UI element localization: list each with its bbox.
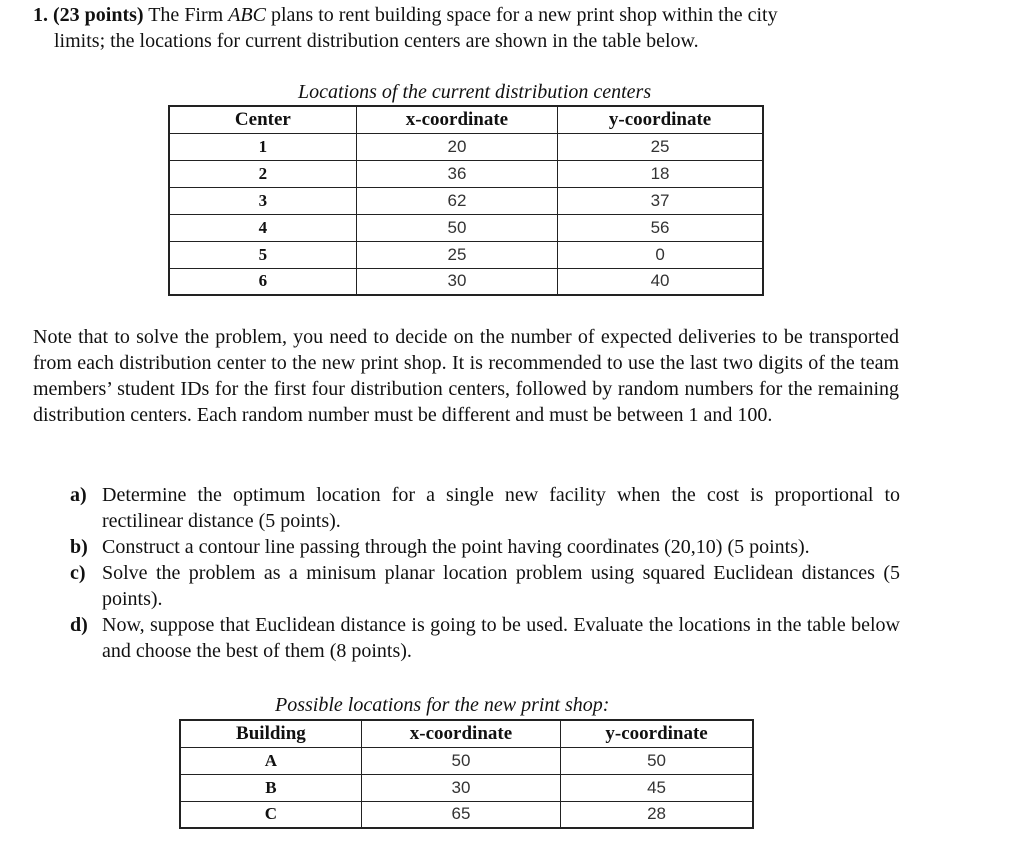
table-row [169, 214, 763, 241]
y-coordinate-cell: 56 [558, 214, 763, 241]
sub-question-label: c) [70, 562, 86, 584]
y-coordinate-cell: 28 [561, 801, 753, 828]
x-coordinate-cell: 20 [356, 133, 557, 160]
firm-name: ABC [228, 4, 266, 26]
question-points: (23 points) [53, 4, 144, 26]
x-coordinate-cell: 65 [361, 801, 560, 828]
buildings-table-caption: Possible locations for the new print shop: [275, 694, 610, 716]
sub-questions [70, 482, 900, 664]
sub-question-label: d) [70, 614, 88, 636]
column-header: Building [180, 720, 361, 747]
center-id: 3 [169, 187, 356, 214]
table-row [169, 187, 763, 214]
centers-table-caption: Locations of the current distribution centers [298, 81, 652, 103]
y-coordinate-cell: 18 [558, 160, 763, 187]
sub-question-text: Now, suppose that Euclidean distance is going to be used. Evaluate the locations in the table below and choose the best of them (8 points). [102, 614, 900, 662]
note-paragraph: Note that to solve the problem, you need to decide on the number of expected deliveries to be transported from each distribution center to the new print shop. It is recommended to use the last two digits of the team members’ student IDs for the first four distribution centers, followed by random numbers for the remaining distribution centers. Each random number must be different and must be between 1 and 100. [33, 326, 899, 426]
x-coordinate-cell: 50 [361, 747, 560, 774]
sub-question-d [70, 612, 900, 664]
sub-question-text: Solve the problem as a minisum planar location problem using squared Euclidean distances (5 points). [102, 562, 900, 610]
building-id: C [180, 801, 361, 828]
question-line-1 [33, 2, 903, 28]
table-header-row [169, 106, 763, 133]
x-coordinate-cell: 36 [356, 160, 557, 187]
table-row [180, 801, 753, 828]
x-coordinate-cell: 25 [356, 241, 557, 268]
building-id: B [180, 774, 361, 801]
column-header: x-coordinate [361, 720, 560, 747]
centers-table [168, 105, 764, 296]
table-row [169, 133, 763, 160]
question-statement [33, 2, 903, 54]
center-id: 5 [169, 241, 356, 268]
sub-question-b [70, 534, 900, 560]
sub-question-a [70, 482, 900, 534]
y-coordinate-cell: 25 [558, 133, 763, 160]
sub-question-label: b) [70, 536, 88, 558]
table-row [169, 268, 763, 295]
column-header: y-coordinate [558, 106, 763, 133]
x-coordinate-cell: 50 [356, 214, 557, 241]
x-coordinate-cell: 62 [356, 187, 557, 214]
column-header: Center [169, 106, 356, 133]
y-coordinate-cell: 40 [558, 268, 763, 295]
buildings-table [179, 719, 754, 829]
table-row [180, 774, 753, 801]
table-row [169, 241, 763, 268]
table-row [169, 160, 763, 187]
center-id: 2 [169, 160, 356, 187]
sub-question-text: Construct a contour line passing through the point having coordinates (20,10) (5 points). [102, 536, 810, 558]
y-coordinate-cell: 37 [558, 187, 763, 214]
question-number: 1. [33, 4, 48, 26]
center-id: 1 [169, 133, 356, 160]
sub-question-c [70, 560, 900, 612]
x-coordinate-cell: 30 [356, 268, 557, 295]
table-row [180, 747, 753, 774]
y-coordinate-cell: 0 [558, 241, 763, 268]
y-coordinate-cell: 45 [561, 774, 753, 801]
center-id: 6 [169, 268, 356, 295]
question-intro-b: plans to rent building space for a new print shop within the city [266, 4, 778, 26]
center-id: 4 [169, 214, 356, 241]
sub-question-text: Determine the optimum location for a single new facility when the cost is proportional to rectilinear distance (5 points). [102, 484, 900, 532]
table-header-row [180, 720, 753, 747]
question-line-2: limits; the locations for current distribution centers are shown in the table below. [54, 30, 699, 52]
column-header: x-coordinate [356, 106, 557, 133]
question-intro-a: The Firm [148, 4, 229, 26]
x-coordinate-cell: 30 [361, 774, 560, 801]
sub-question-label: a) [70, 484, 87, 506]
building-id: A [180, 747, 361, 774]
column-header: y-coordinate [561, 720, 753, 747]
y-coordinate-cell: 50 [561, 747, 753, 774]
